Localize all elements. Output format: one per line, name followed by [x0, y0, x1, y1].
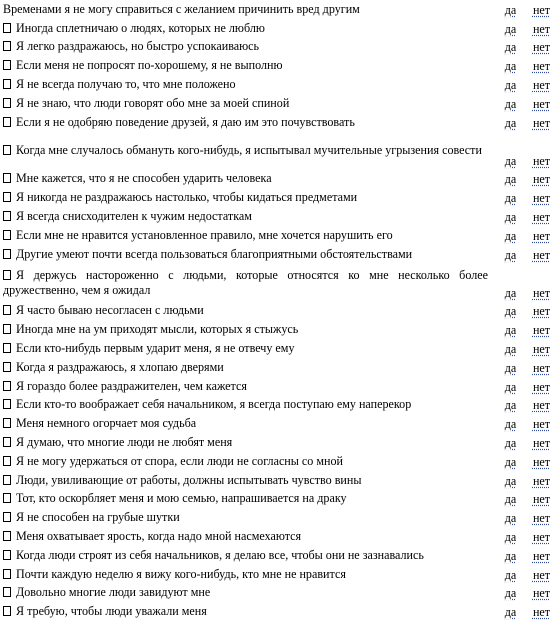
question-text: Когда я раздражаюсь, я хлопаю дверями: [16, 359, 224, 374]
question-text: Тот, кто оскорбляет меня и мою семью, напрашивается на драку: [16, 491, 347, 506]
question-cell: [0, 396, 494, 415]
question-row: [0, 19, 556, 38]
question-cell: [0, 226, 494, 245]
answer-yes-cell: [494, 245, 527, 264]
answer-no-cell: [527, 414, 556, 433]
question-cell: [0, 546, 494, 565]
answer-yes-cell: [494, 414, 527, 433]
answer-yes-cell: [494, 19, 527, 38]
question-text: Временами я не могу справиться с желанием причинить вред другим: [3, 1, 360, 16]
checkbox-glyph-icon: [3, 343, 11, 353]
answer-yes[interactable]: да: [504, 191, 517, 206]
question-cell: [0, 527, 494, 546]
answer-yes[interactable]: да: [504, 21, 517, 36]
checkbox-glyph-icon: [3, 456, 11, 466]
question-text: Меня немного огорчает моя судьба: [16, 416, 197, 431]
question-row: [0, 188, 556, 207]
checkbox-glyph-icon: [3, 362, 11, 372]
question-row: [0, 433, 556, 452]
question-cell: [0, 0, 494, 19]
answer-no[interactable]: нет: [532, 341, 551, 356]
answer-no[interactable]: нет: [532, 2, 551, 17]
answer-no[interactable]: нет: [532, 59, 551, 74]
question-row: [0, 320, 556, 339]
answer-yes[interactable]: да: [504, 285, 517, 300]
answer-no[interactable]: нет: [532, 191, 551, 206]
question-cell: [0, 452, 494, 471]
answer-yes[interactable]: да: [504, 511, 517, 526]
answer-no[interactable]: нет: [532, 360, 551, 375]
answer-no[interactable]: нет: [532, 172, 551, 187]
answer-no-cell: [527, 377, 556, 396]
answer-no-cell: [527, 0, 556, 19]
question-row: [0, 527, 556, 546]
answer-no[interactable]: нет: [532, 548, 551, 563]
question-cell: [0, 377, 494, 396]
question-text: Я не всегда получаю то, что мне положено: [16, 77, 236, 92]
answer-no-cell: [527, 226, 556, 245]
question-cell: [0, 113, 494, 132]
answer-yes-cell: [494, 75, 527, 94]
question-row: [0, 207, 556, 226]
answer-no-cell: [527, 207, 556, 226]
checkbox-glyph-icon: [3, 98, 11, 108]
question-row: [0, 113, 556, 132]
answer-no-cell: [527, 75, 556, 94]
question-row: [0, 0, 556, 19]
question-cell: [0, 170, 494, 189]
checkbox-glyph-icon: [3, 418, 11, 428]
answer-no[interactable]: нет: [532, 605, 551, 620]
answer-no[interactable]: нет: [532, 115, 551, 130]
answer-yes-cell: [494, 490, 527, 509]
answer-no[interactable]: нет: [532, 209, 551, 224]
answer-yes[interactable]: да: [504, 492, 517, 507]
question-text: Я всегда снисходителен к чужим недостаткам: [16, 209, 252, 224]
question-row: [0, 170, 556, 189]
question-row: [0, 339, 556, 358]
answer-yes[interactable]: да: [504, 379, 517, 394]
answer-yes[interactable]: да: [504, 417, 517, 432]
answer-yes-cell: [494, 471, 527, 490]
answer-yes-cell: [494, 264, 527, 302]
answer-yes-cell: [494, 207, 527, 226]
answer-yes[interactable]: да: [504, 341, 517, 356]
question-text: Когда люди строят из себя начальников, я делаю все, чтобы они не зазнавались: [16, 547, 424, 562]
question-row: [0, 358, 556, 377]
answer-yes[interactable]: да: [504, 228, 517, 243]
checkbox-glyph-icon: [3, 531, 11, 541]
answer-no-cell: [527, 602, 556, 621]
question-text: Если мне не нравится установленное правило, мне хочется нарушить его: [16, 227, 393, 242]
answer-no-cell: [527, 396, 556, 415]
answer-no-cell: [527, 264, 556, 302]
answer-no[interactable]: нет: [532, 454, 551, 469]
question-cell: [0, 75, 494, 94]
answer-yes-cell: [494, 584, 527, 603]
checkbox-glyph-icon: [3, 305, 11, 315]
question-cell: [0, 207, 494, 226]
answer-yes-cell: [494, 320, 527, 339]
answer-no-cell: [527, 132, 556, 170]
question-text: Если кто-то воображает себя начальником, я всегда поступаю ему наперекор: [16, 397, 412, 412]
checkbox-glyph-icon: [3, 230, 11, 240]
answer-no-cell: [527, 245, 556, 264]
question-text: Иногда сплетничаю о людях, которых не люблю: [16, 20, 265, 35]
answer-no[interactable]: нет: [532, 586, 551, 601]
checkbox-glyph-icon: [3, 587, 11, 597]
answer-yes[interactable]: да: [504, 454, 517, 469]
answer-no-cell: [527, 188, 556, 207]
answer-no[interactable]: нет: [532, 304, 551, 319]
answer-yes[interactable]: да: [504, 548, 517, 563]
question-cell: [0, 490, 494, 509]
checkbox-glyph-icon: [3, 117, 11, 127]
question-cell: [0, 94, 494, 113]
answer-yes[interactable]: да: [504, 398, 517, 413]
question-row: [0, 377, 556, 396]
checkbox-glyph-icon: [3, 569, 11, 579]
question-cell: [0, 602, 494, 621]
answer-yes[interactable]: да: [504, 247, 517, 262]
question-text: Иногда мне на ум приходят мысли, которых я стыжусь: [16, 322, 299, 337]
checkbox-glyph-icon: [3, 249, 11, 259]
question-cell: [0, 188, 494, 207]
answer-yes[interactable]: да: [504, 435, 517, 450]
question-cell: [0, 19, 494, 38]
answer-no-cell: [527, 113, 556, 132]
answer-no[interactable]: нет: [532, 323, 551, 338]
answer-no-cell: [527, 471, 556, 490]
answer-yes-cell: [494, 565, 527, 584]
answer-yes[interactable]: да: [504, 586, 517, 601]
answer-yes-cell: [494, 377, 527, 396]
answer-no-cell: [527, 508, 556, 527]
question-text: Я не могу удержаться от спора, если люди не согласны со мной: [16, 453, 344, 468]
answer-yes[interactable]: да: [504, 323, 517, 338]
question-cell: [0, 358, 494, 377]
answer-no[interactable]: нет: [532, 285, 551, 300]
answer-no-cell: [527, 565, 556, 584]
answer-no[interactable]: нет: [532, 492, 551, 507]
answer-no[interactable]: нет: [532, 96, 551, 111]
question-text: Другие умеют почти всегда пользоваться благоприятными обстоятельствами: [16, 246, 413, 261]
checkbox-glyph-icon: [3, 493, 11, 503]
answer-yes-cell: [494, 358, 527, 377]
answer-no[interactable]: нет: [532, 529, 551, 544]
checkbox-glyph-icon: [3, 324, 11, 334]
question-text: Если я не одобряю поведение друзей, я даю им это почувствовать: [16, 114, 355, 129]
answer-yes-cell: [494, 433, 527, 452]
answer-yes[interactable]: да: [504, 96, 517, 111]
answer-yes-cell: [494, 546, 527, 565]
answer-no[interactable]: нет: [532, 247, 551, 262]
answer-no-cell: [527, 584, 556, 603]
question-row: [0, 602, 556, 621]
checkbox-glyph-icon: [3, 173, 11, 183]
question-row: [0, 471, 556, 490]
answer-yes-cell: [494, 602, 527, 621]
answer-yes[interactable]: да: [504, 153, 517, 168]
answer-no-cell: [527, 339, 556, 358]
answer-yes[interactable]: да: [504, 473, 517, 488]
answer-yes[interactable]: да: [504, 40, 517, 55]
answer-no-cell: [527, 546, 556, 565]
answer-no[interactable]: нет: [532, 153, 551, 168]
question-text: Почти каждую неделю я вижу кого-нибудь, кто мне не нравится: [16, 566, 346, 581]
question-row: [0, 452, 556, 471]
question-cell: [0, 38, 494, 57]
question-row: [0, 584, 556, 603]
answer-no[interactable]: нет: [532, 435, 551, 450]
question-text: Я часто бываю несогласен с людьми: [16, 303, 204, 318]
answer-yes-cell: [494, 302, 527, 321]
question-text: Я легко раздражаюсь, но быстро успокаиваюсь: [16, 39, 260, 54]
question-row: [0, 302, 556, 321]
question-text: Я гораздо более раздражителен, чем кажется: [16, 378, 247, 393]
question-row: [0, 508, 556, 527]
answer-no[interactable]: нет: [532, 40, 551, 55]
answer-no-cell: [527, 452, 556, 471]
answer-no-cell: [527, 490, 556, 509]
question-cell: [0, 433, 494, 452]
question-cell: [0, 245, 494, 264]
question-row: [0, 565, 556, 584]
question-row: [0, 132, 556, 170]
question-row: [0, 226, 556, 245]
question-cell: [0, 302, 494, 321]
answer-yes[interactable]: да: [504, 77, 517, 92]
answer-yes-cell: [494, 170, 527, 189]
question-cell: [0, 508, 494, 527]
question-cell: [0, 339, 494, 358]
checkbox-glyph-icon: [3, 60, 11, 70]
answer-yes-cell: [494, 226, 527, 245]
question-cell: [0, 264, 494, 302]
question-text: Я требую, чтобы люди уважали меня: [16, 604, 207, 619]
answer-yes-cell: [494, 452, 527, 471]
checkbox-glyph-icon: [3, 270, 11, 280]
answer-yes-cell: [494, 132, 527, 170]
question-text: Когда мне случалось обмануть кого-нибудь, я испытывал мучительные угрызения совести: [16, 143, 482, 158]
answer-yes[interactable]: да: [504, 529, 517, 544]
answer-yes-cell: [494, 508, 527, 527]
answer-no[interactable]: нет: [532, 228, 551, 243]
answer-no-cell: [527, 358, 556, 377]
checkbox-glyph-icon: [3, 512, 11, 522]
checkbox-glyph-icon: [3, 79, 11, 89]
checkbox-glyph-icon: [3, 145, 11, 155]
question-text: Я не знаю, что люди говорят обо мне за моей спиной: [16, 95, 290, 110]
question-row: [0, 546, 556, 565]
checkbox-glyph-icon: [3, 550, 11, 560]
answer-no[interactable]: нет: [532, 417, 551, 432]
answer-no[interactable]: нет: [532, 398, 551, 413]
question-cell: [0, 565, 494, 584]
answer-no[interactable]: нет: [532, 511, 551, 526]
answer-yes-cell: [494, 56, 527, 75]
answer-no[interactable]: нет: [532, 379, 551, 394]
answer-yes-cell: [494, 396, 527, 415]
answer-yes[interactable]: да: [504, 172, 517, 187]
question-row: [0, 490, 556, 509]
checkbox-glyph-icon: [3, 211, 11, 221]
answer-yes-cell: [494, 113, 527, 132]
question-cell: [0, 320, 494, 339]
question-row: [0, 414, 556, 433]
answer-yes[interactable]: да: [504, 567, 517, 582]
answer-no[interactable]: нет: [532, 77, 551, 92]
question-text: Я никогда не раздражаюсь настолько, чтобы кидаться предметами: [16, 190, 358, 205]
checkbox-glyph-icon: [3, 23, 11, 33]
question-row: [0, 56, 556, 75]
answer-yes-cell: [494, 527, 527, 546]
checkbox-glyph-icon: [3, 475, 11, 485]
question-cell: [0, 414, 494, 433]
question-row: [0, 264, 556, 302]
answer-no-cell: [527, 170, 556, 189]
question-row: [0, 245, 556, 264]
question-row: [0, 38, 556, 57]
answer-yes-cell: [494, 339, 527, 358]
answer-no[interactable]: нет: [532, 473, 551, 488]
answer-no[interactable]: нет: [532, 21, 551, 36]
question-text: Меня охватывает ярость, когда надо мной насмехаются: [16, 529, 302, 544]
checkbox-glyph-icon: [3, 381, 11, 391]
question-text: Если кто-нибудь первым ударит меня, я не отвечу ему: [16, 341, 295, 356]
answer-yes[interactable]: да: [504, 59, 517, 74]
answer-no-cell: [527, 94, 556, 113]
answer-yes[interactable]: да: [504, 304, 517, 319]
answer-yes-cell: [494, 38, 527, 57]
answer-yes[interactable]: да: [504, 2, 517, 17]
answer-no-cell: [527, 19, 556, 38]
question-cell: [0, 132, 494, 170]
answer-no-cell: [527, 38, 556, 57]
checkbox-glyph-icon: [3, 41, 11, 51]
question-cell: [0, 584, 494, 603]
answer-yes-cell: [494, 0, 527, 19]
answer-no-cell: [527, 433, 556, 452]
answer-yes[interactable]: да: [504, 605, 517, 620]
question-text: Довольно многие люди завидуют мне: [16, 585, 211, 600]
checkbox-glyph-icon: [3, 437, 11, 447]
answer-yes[interactable]: да: [504, 209, 517, 224]
answer-yes-cell: [494, 188, 527, 207]
question-cell: [0, 56, 494, 75]
answer-no-cell: [527, 527, 556, 546]
question-row: [0, 75, 556, 94]
question-row: [0, 396, 556, 415]
answer-yes[interactable]: да: [504, 115, 517, 130]
question-row: [0, 94, 556, 113]
question-text: Мне кажется, что я не способен ударить человека: [16, 171, 272, 186]
checkbox-glyph-icon: [3, 192, 11, 202]
checkbox-glyph-icon: [3, 399, 11, 409]
question-text: Я не способен на грубые шутки: [16, 510, 180, 525]
answer-no[interactable]: нет: [532, 567, 551, 582]
question-cell: [0, 471, 494, 490]
question-text: Я думаю, что многие люди не любят меня: [16, 435, 233, 450]
answer-yes[interactable]: да: [504, 360, 517, 375]
question-text: Если меня не попросят по-хорошему, я не выполню: [16, 58, 283, 73]
answer-no-cell: [527, 320, 556, 339]
answer-no-cell: [527, 302, 556, 321]
question-text: Я держусь настороженно с людьми, которые относятся ко мне несколько более дружественно, чем я ожидал: [3, 267, 488, 297]
checkbox-glyph-icon: [3, 606, 11, 616]
question-text: Люди, увиливающие от работы, должны испытывать чувство вины: [16, 472, 362, 487]
answer-yes-cell: [494, 94, 527, 113]
answer-no-cell: [527, 56, 556, 75]
